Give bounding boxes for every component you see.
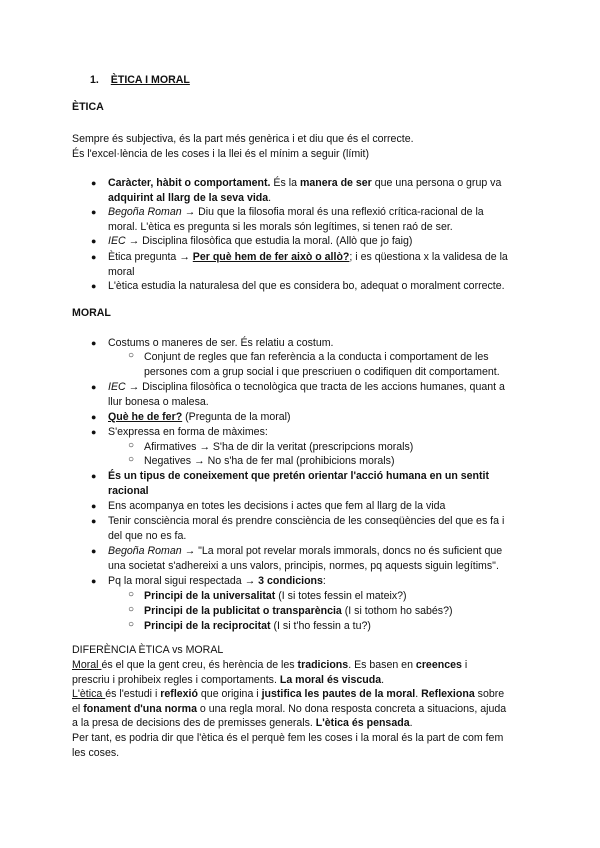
etica-intro-2: És l'excel·lència de les coses i la llei és el mínim a seguir (límit) [72, 148, 369, 160]
bullet-icon: ● [91, 236, 97, 246]
list-item: ● Begoña Roman → Diu que la filosofia moral és una reflexió crítica-racional de la moral. L'ètica es pregunta si les morals són legítimes, si tenen raó de ser. [91, 206, 484, 233]
text-line: les coses. [72, 746, 120, 759]
etica-list [91, 176, 528, 295]
heading-number: 1. [90, 74, 99, 86]
list-item: ● IEC → Disciplina filosòfica que estudia la moral. (Allò que jo faig) [91, 235, 413, 247]
list-item: ● Caràcter, hàbit o comportament. És la manera de ser que una persona o grup va adquirint al llarg de la seva vida. [91, 177, 502, 204]
list-item: ● Begoña Roman → "La moral pot revelar morals immorals, doncs no és suficient que una societat s'adhereixi a uns valors, principis, normes, pq aquests siguin legítims". [91, 545, 503, 572]
list-item: ● Costums o maneres de ser. És relatiu a costum. [91, 337, 334, 349]
list-item: ○ Principi de la reciprocitat (I si t'ho fessin a tu?) [128, 619, 371, 632]
diferencia-heading: DIFERÈNCIA ÈTICA vs MORAL [72, 644, 224, 656]
bullet-icon: ● [91, 382, 97, 392]
list-item: ○ Conjunt de regles que fan referència a la conducta i comportament de les persones com a grup social i que prescriuen o codifiquen dit comportament. [128, 350, 500, 378]
bullet-icon: ● [91, 252, 97, 262]
text-line: el fonament d'una norma o una regla moral. No dona resposta concreta a situacions, ajuda [72, 702, 507, 715]
bullet-icon: ● [91, 207, 97, 217]
text-line: Per tant, es podria dir que l'ètica és el perquè fem les coses i la moral és la part de com fem [72, 731, 504, 744]
bullet-icon: ● [91, 412, 97, 422]
text-line: prescriu i prohibeix regles i comportaments. La moral és viscuda. [72, 673, 385, 686]
list-item: ● Què he de fer? (Pregunta de la moral) [91, 411, 291, 423]
list-item: ● Tenir consciència moral és prendre consciència de les conseqüències del que es fa i del que no es fa. [91, 515, 505, 542]
bullet-icon: ● [91, 427, 97, 437]
section-heading [90, 73, 190, 88]
list-item: ● Ètica pregunta → Per què hem de fer això o allò?; i es qüestiona x la validesa de la moral [91, 251, 508, 278]
list-item: ○ Afirmatives → S'ha de dir la veritat (prescripcions morals) [128, 440, 414, 453]
bullet-icon: ● [91, 178, 97, 188]
circle-bullet-icon: ○ [128, 440, 135, 451]
circle-bullet-icon: ○ [128, 350, 135, 361]
list-item: ○ Principi de la publicitat o transparència (I si tothom ho sabés?) [128, 604, 453, 617]
heading-title: ÈTICA I MORAL [110, 74, 190, 86]
list-item: ○ Principi de la universalitat (I si totes fessin el mateix?) [128, 589, 407, 602]
moral-heading: MORAL [72, 307, 111, 319]
bullet-icon: ● [91, 516, 97, 526]
list-item: ○ Negatives → No s'ha de fer mal (prohibicions morals) [128, 454, 395, 467]
bullet-icon: ● [91, 576, 97, 586]
moral-list [91, 336, 533, 634]
text-line: L'ètica és l'estudi i reflexió que origina i justifica les pautes de la moral. Reflexiona sobre [72, 688, 505, 701]
bullet-icon: ● [91, 338, 97, 348]
list-item: ● Ens acompanya en totes les decisions i actes que fem al llarg de la vida [91, 500, 446, 512]
etica-heading: ÈTICA [72, 101, 104, 113]
circle-bullet-icon: ○ [128, 454, 135, 465]
list-item: ● IEC → Disciplina filosòfica o tecnològica que tracta de les accions humanes, quant a llur bonesa o malesa. [91, 381, 505, 408]
text-line: a la presa de decisions des de premisses generals. L'ètica és pensada. [72, 717, 413, 730]
bullet-icon: ● [91, 471, 97, 481]
etica-intro-1: Sempre és subjectiva, és la part més genèrica i et diu que és el correcte. [72, 133, 414, 145]
bullet-icon: ● [91, 281, 97, 291]
bullet-icon: ● [91, 501, 97, 511]
diferencia-text [72, 658, 542, 760]
text-line: Moral és el que la gent creu, és herència de les tradicions. Es basen en creences i [72, 659, 468, 671]
bullet-icon: ● [91, 546, 97, 556]
list-item: ● L'ètica estudia la naturalesa del que es considera bo, adequat o moralment correcte. [91, 280, 505, 292]
circle-bullet-icon: ○ [128, 589, 135, 600]
list-item: ● Pq la moral sigui respectada → 3 condicions: [91, 575, 326, 587]
list-item: ● És un tipus de coneixement que pretén orientar l'acció humana en un sentit racional [91, 470, 490, 497]
circle-bullet-icon: ○ [128, 619, 135, 630]
list-item: ● S'expressa en forma de màximes: [91, 426, 268, 438]
circle-bullet-icon: ○ [128, 604, 135, 615]
